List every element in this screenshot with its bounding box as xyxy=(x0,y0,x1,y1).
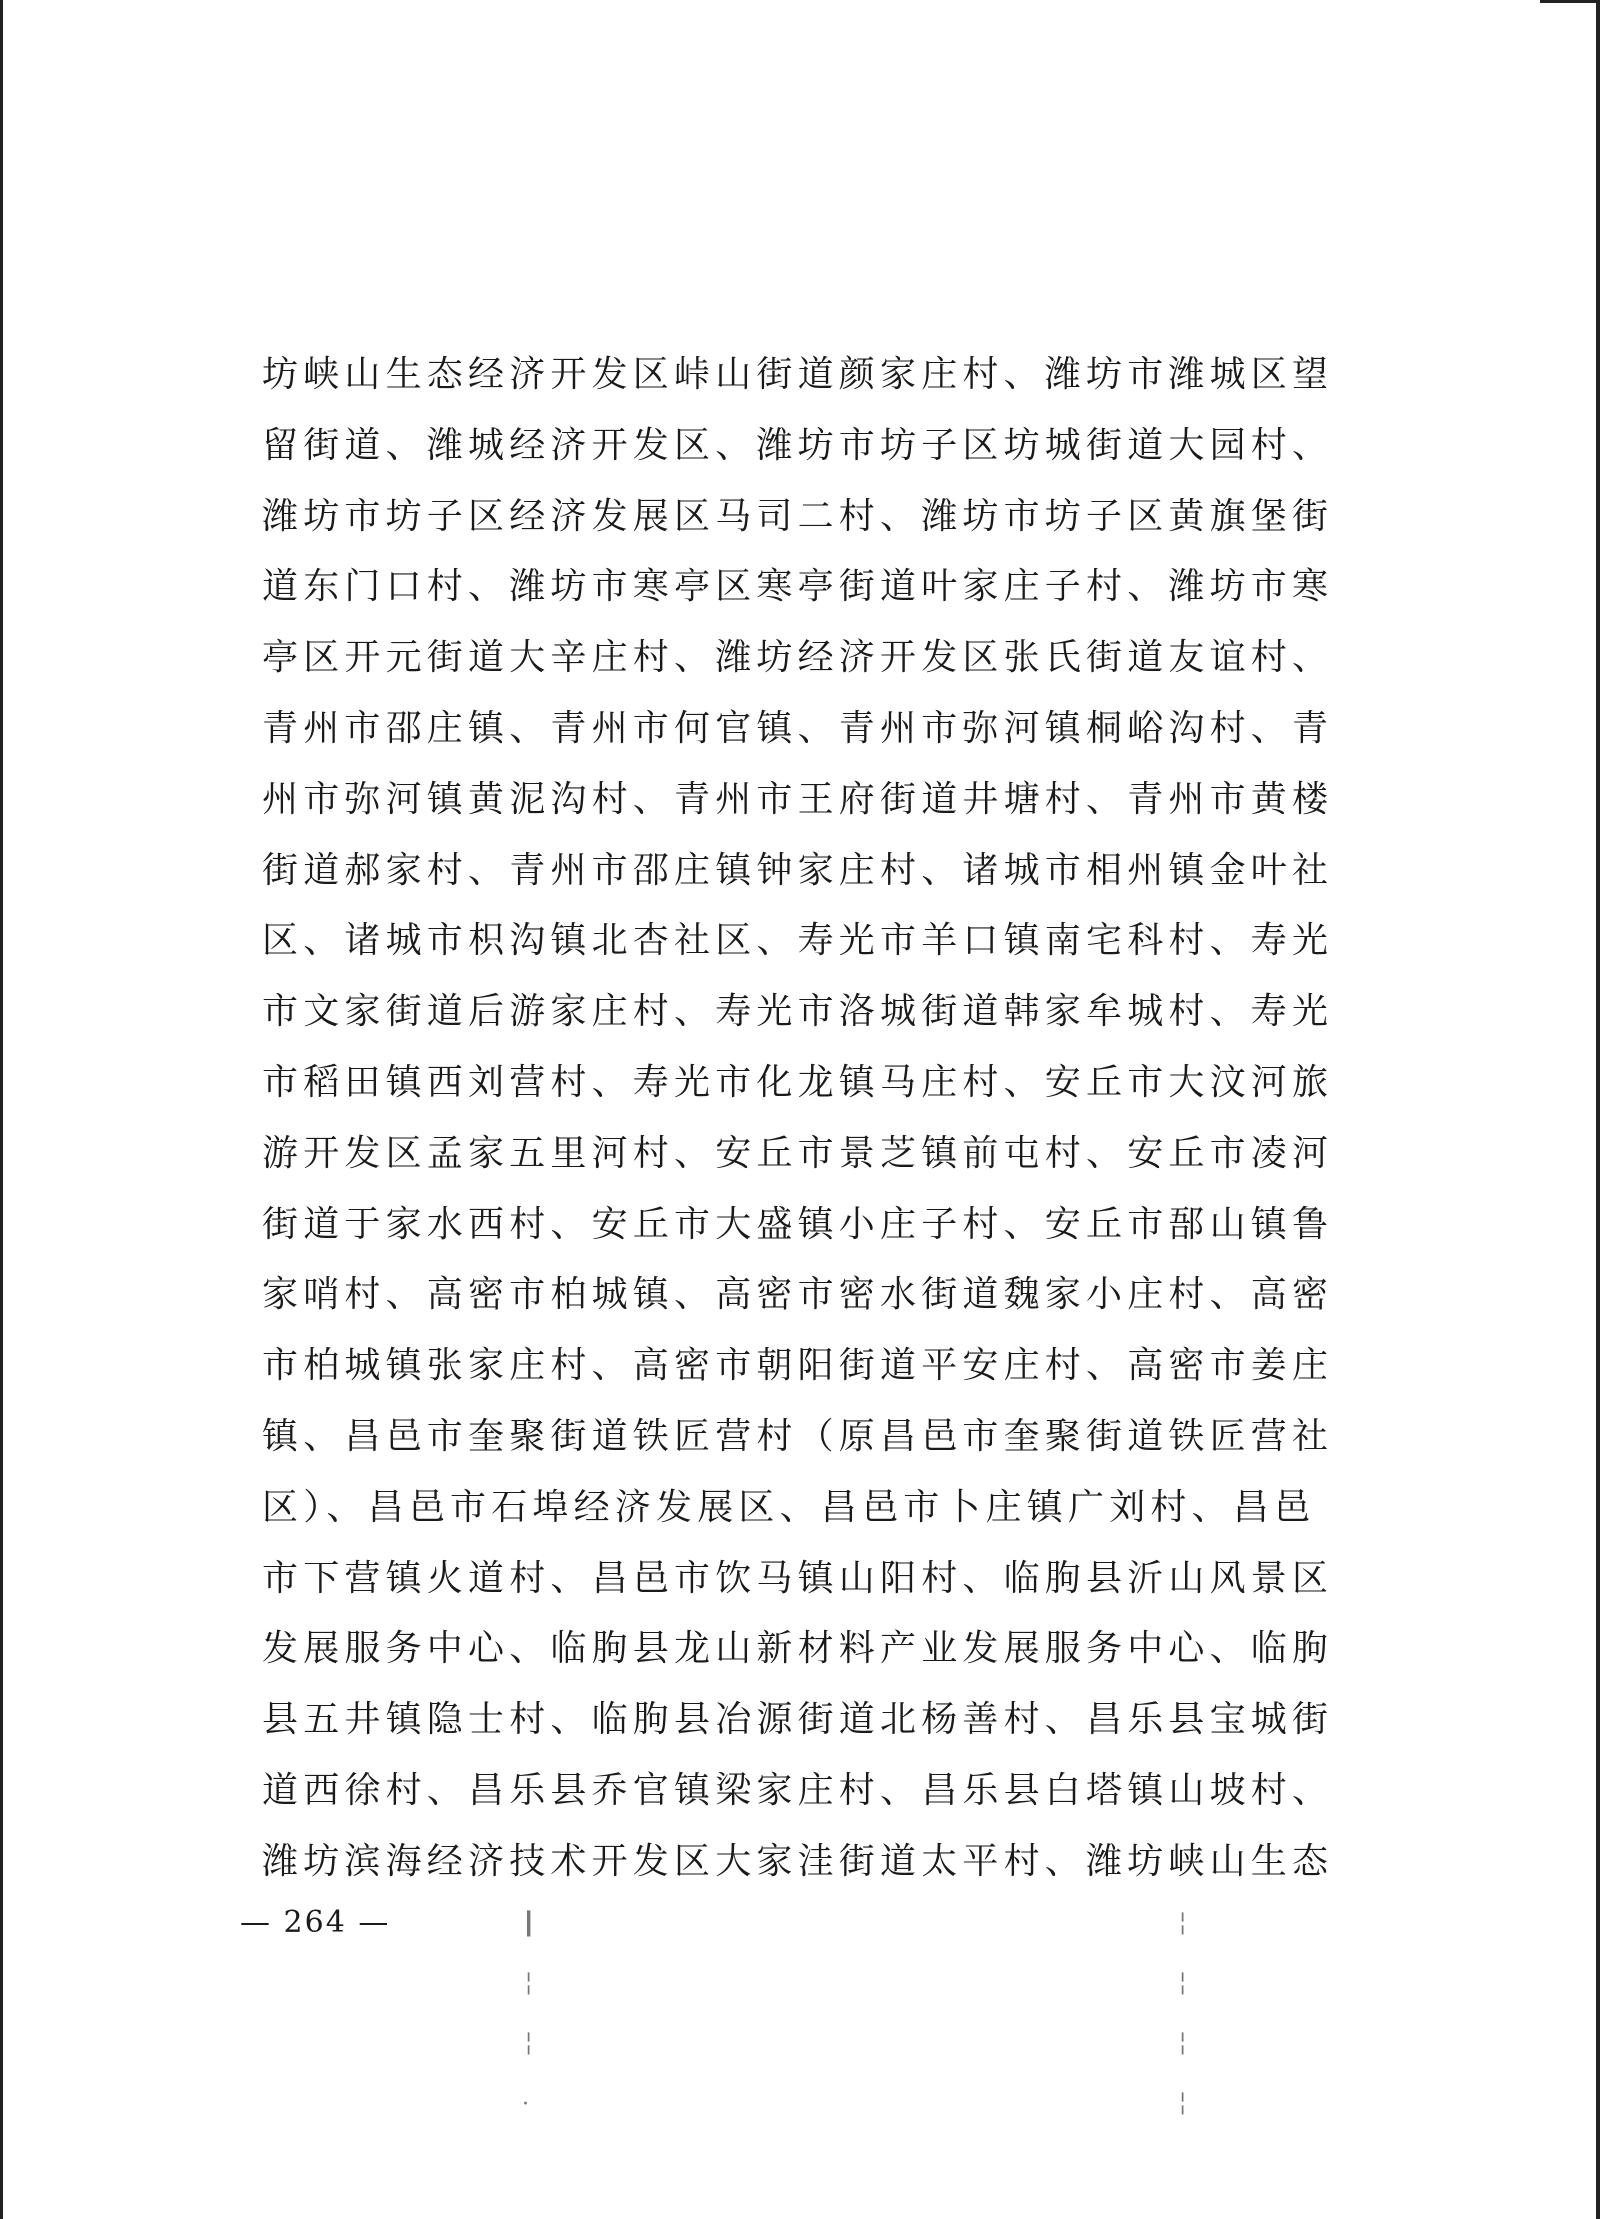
text-line: 市文家街道后游家庄村、寿光市洛城街道韩家牟城村、寿光 xyxy=(262,991,1334,1033)
page-number: — 264 — xyxy=(240,1905,391,1940)
text-line: 区、诸城市枳沟镇北杏社区、寿光市羊口镇南宅科村、寿光 xyxy=(262,920,1334,962)
text-line: 家哨村、高密市柏城镇、高密市密水街道魏家小庄村、高密 xyxy=(262,1274,1334,1316)
text-line: 青州市邵庄镇、青州市何官镇、青州市弥河镇桐峪沟村、青 xyxy=(262,707,1334,749)
text-line: 留街道、潍城经济开发区、潍坊市坊子区坊城街道大园村、 xyxy=(262,424,1334,466)
text-line: 道西徐村、昌乐县乔官镇梁家庄村、昌乐县白塔镇山坡村、 xyxy=(262,1769,1334,1811)
bleed-through-marks-right: ╎ ╎ ╎ ╎ xyxy=(1176,1912,1190,2117)
scan-border-right xyxy=(1596,0,1600,2219)
text-line: 镇、昌邑市奎聚街道铁匠营村（原昌邑市奎聚街道铁匠营社 xyxy=(262,1415,1334,1457)
bleed-through-marks-left: ┃ ╎ ╎ · xyxy=(522,1912,536,2117)
text-line: 道东门口村、潍坊市寒亭区寒亭街道叶家庄子村、潍坊市寒 xyxy=(262,566,1334,608)
scan-border-top xyxy=(1540,0,1600,3)
text-line: 发展服务中心、临朐县龙山新材料产业发展服务中心、临朐 xyxy=(262,1628,1334,1670)
text-line: 坊峡山生态经济开发区峠山街道颜家庄村、潍坊市潍城区望 xyxy=(262,354,1334,395)
text-line: 市下营镇火道村、昌邑市饮马镇山阳村、临朐县沂山风景区 xyxy=(262,1557,1334,1599)
text-line: 游开发区孟家五里河村、安丘市景芝镇前屯村、安丘市凌河 xyxy=(262,1132,1334,1174)
text-line: 州市弥河镇黄泥沟村、青州市王府街道井塘村、青州市黄楼 xyxy=(262,778,1334,820)
text-line: 县五井镇隐士村、临朐县冶源街道北杨善村、昌乐县宝城街 xyxy=(262,1699,1334,1741)
text-line: 亭区开元街道大辛庄村、潍坊经济开发区张氏街道友谊村、 xyxy=(262,637,1334,679)
text-line: 街道于家水西村、安丘市大盛镇小庄子村、安丘市郚山镇鲁 xyxy=(262,1203,1334,1245)
text-line: 潍坊滨海经济技术开发区大家洼街道太平村、潍坊峡山生态 xyxy=(262,1840,1334,1882)
text-line: 区）、昌邑市石埠经济发展区、昌邑市卜庄镇广刘村、昌邑 xyxy=(262,1486,1316,1528)
text-line: 潍坊市坊子区经济发展区马司二村、潍坊市坊子区黄旗堡街 xyxy=(262,495,1334,537)
body-text xyxy=(262,340,1342,1898)
scan-border-left xyxy=(0,0,3,2219)
text-line: 市稻田镇西刘营村、寿光市化龙镇马庄村、安丘市大汶河旅 xyxy=(262,1061,1334,1103)
text-line: 市柏城镇张家庄村、高密市朝阳街道平安庄村、高密市姜庄 xyxy=(262,1345,1334,1387)
text-line: 街道郝家村、青州市邵庄镇钟家庄村、诸城市相州镇金叶社 xyxy=(262,849,1334,891)
